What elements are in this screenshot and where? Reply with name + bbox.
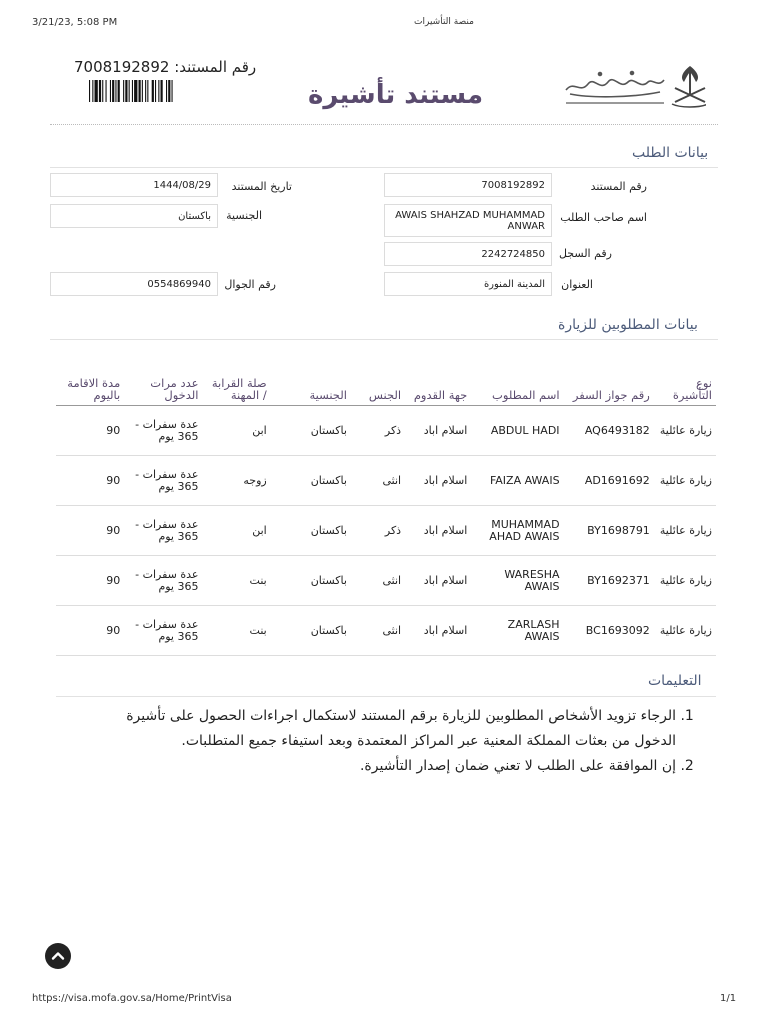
section-divider [50,167,718,168]
column-header: الجنسية [271,356,351,406]
cell-name: MUHAMMAD AHAD AWAIS [471,506,563,556]
cell-arrival: اسلام اباد [405,456,471,506]
cell-relation: ابن [203,506,271,556]
cell-passport: BY1692371 [564,556,654,606]
label-nationality: الجنسية [226,209,262,222]
cell-arrival: اسلام اباد [405,406,471,456]
column-header: رقم جواز السفر [564,356,654,406]
column-header: صلة القرابة / المهنة [203,356,271,406]
cell-visa-type: زيارة عائلية [654,556,716,606]
cell-name: ZARLASH AWAIS [471,606,563,656]
value-applicant-name: AWAIS SHAHZAD MUHAMMAD ANWAR [384,204,552,237]
column-header: اسم المطلوب [471,356,563,406]
cell-passport: AD1691692 [564,456,654,506]
cell-arrival: اسلام اباد [405,556,471,606]
cell-passport: BY1698791 [564,506,654,556]
cell-nationality: باكستان [271,406,351,456]
cell-arrival: اسلام اباد [405,506,471,556]
cell-duration: 90 [56,456,124,506]
column-header: جهة القدوم [405,356,471,406]
cell-name: FAIZA AWAIS [471,456,563,506]
cell-name: WARESHA AWAIS [471,556,563,606]
cell-gender: انثى [351,556,405,606]
value-doc-number: 7008192892 [384,173,552,197]
section-title-instructions: التعليمات [648,673,702,689]
cell-name: ABDUL HADI [471,406,563,456]
barcode-icon [89,80,233,102]
cell-entries: عدة سفرات - 365 يوم [124,406,202,456]
print-page-title: منصة التأشيرات [414,17,474,27]
table-row [56,606,716,656]
section-title-visitors: بيانات المطلوبين للزيارة [558,317,698,333]
label-mobile: رقم الجوال [224,278,276,291]
footer-page-count: 1/1 [720,993,737,1004]
cell-entries: عدة سفرات - 365 يوم [124,556,202,606]
document-number-label: رقم المستند: [174,58,257,76]
value-address: المدينة المنورة [384,272,552,296]
print-datetime: 3/21/23, 5:08 PM [32,17,118,28]
ministry-calligraphy [566,72,664,97]
value-record-number: 2242724850 [384,242,552,266]
chevron-up-icon [51,949,65,963]
table-row [56,456,716,506]
document-number [74,58,256,76]
label-address: العنوان [561,278,593,291]
column-header: نوع التأشيرة [654,356,716,406]
cell-visa-type: زيارة عائلية [654,456,716,506]
cell-entries: عدة سفرات - 365 يوم [124,456,202,506]
footer-url: https://visa.mofa.gov.sa/Home/PrintVisa [32,993,232,1004]
label-doc-date: تاريخ المستند [231,180,292,193]
column-header: عدد مرات الدخول [124,356,202,406]
cell-gender: ذكر [351,406,405,456]
section-divider [50,339,718,340]
scroll-to-top-button[interactable] [45,943,71,969]
cell-duration: 90 [56,606,124,656]
cell-gender: انثى [351,456,405,506]
column-header: مدة الاقامة باليوم [56,356,124,406]
cell-visa-type: زيارة عائلية [654,506,716,556]
cell-duration: 90 [56,506,124,556]
table-header-row [56,356,716,406]
ministry-logo [560,60,706,116]
cell-arrival: اسلام اباد [405,606,471,656]
column-header: الجنس [351,356,405,406]
cell-passport: BC1693092 [564,606,654,656]
header-divider [50,124,718,125]
cell-visa-type: زيارة عائلية [654,406,716,456]
table-row [56,506,716,556]
cell-relation: بنت [203,606,271,656]
section-title-request: بيانات الطلب [632,145,709,161]
label-doc-number: رقم المستند [590,180,647,193]
label-record-number: رقم السجل [558,247,612,260]
ministry-english-text-line [566,102,664,104]
section-divider [56,696,716,697]
instruction-item: 2. إن الموافقة على الطلب لا تعني ضمان إصدار التأشيرة. [90,754,676,779]
cell-visa-type: زيارة عائلية [654,606,716,656]
cell-nationality: باكستان [271,556,351,606]
value-nationality: باكستان [50,204,218,228]
instructions-list [90,704,700,779]
cell-nationality: باكستان [271,606,351,656]
value-mobile: 0554869940 [50,272,218,296]
document-title: مستند تأشيرة [308,80,484,110]
cell-gender: انثى [351,606,405,656]
cell-relation: زوجه [203,456,271,506]
emblem-icon [672,66,706,107]
cell-nationality: باكستان [271,506,351,556]
cell-gender: ذكر [351,506,405,556]
value-doc-date: 1444/08/29 [50,173,218,197]
label-applicant-name: اسم صاحب الطلب [560,211,647,224]
cell-entries: عدة سفرات - 365 يوم [124,606,202,656]
cell-duration: 90 [56,406,124,456]
cell-relation: بنت [203,556,271,606]
cell-duration: 90 [56,556,124,606]
table-row [56,556,716,606]
document-number-value: 7008192892 [74,58,170,76]
instruction-item: 1. الرجاء تزويد الأشخاص المطلوبين للزيارة برقم المستند لاستكمال اجراءات الحصول على تأشيرة الدخول من بعثات المملكة المعنية عبر المراكز المعتمدة وبعد استيفاء جميع المتطلبات. [90,704,676,754]
cell-passport: AQ6493182 [564,406,654,456]
cell-entries: عدة سفرات - 365 يوم [124,506,202,556]
cell-nationality: باكستان [271,456,351,506]
cell-relation: ابن [203,406,271,456]
visitors-table [56,356,716,656]
table-row [56,406,716,456]
